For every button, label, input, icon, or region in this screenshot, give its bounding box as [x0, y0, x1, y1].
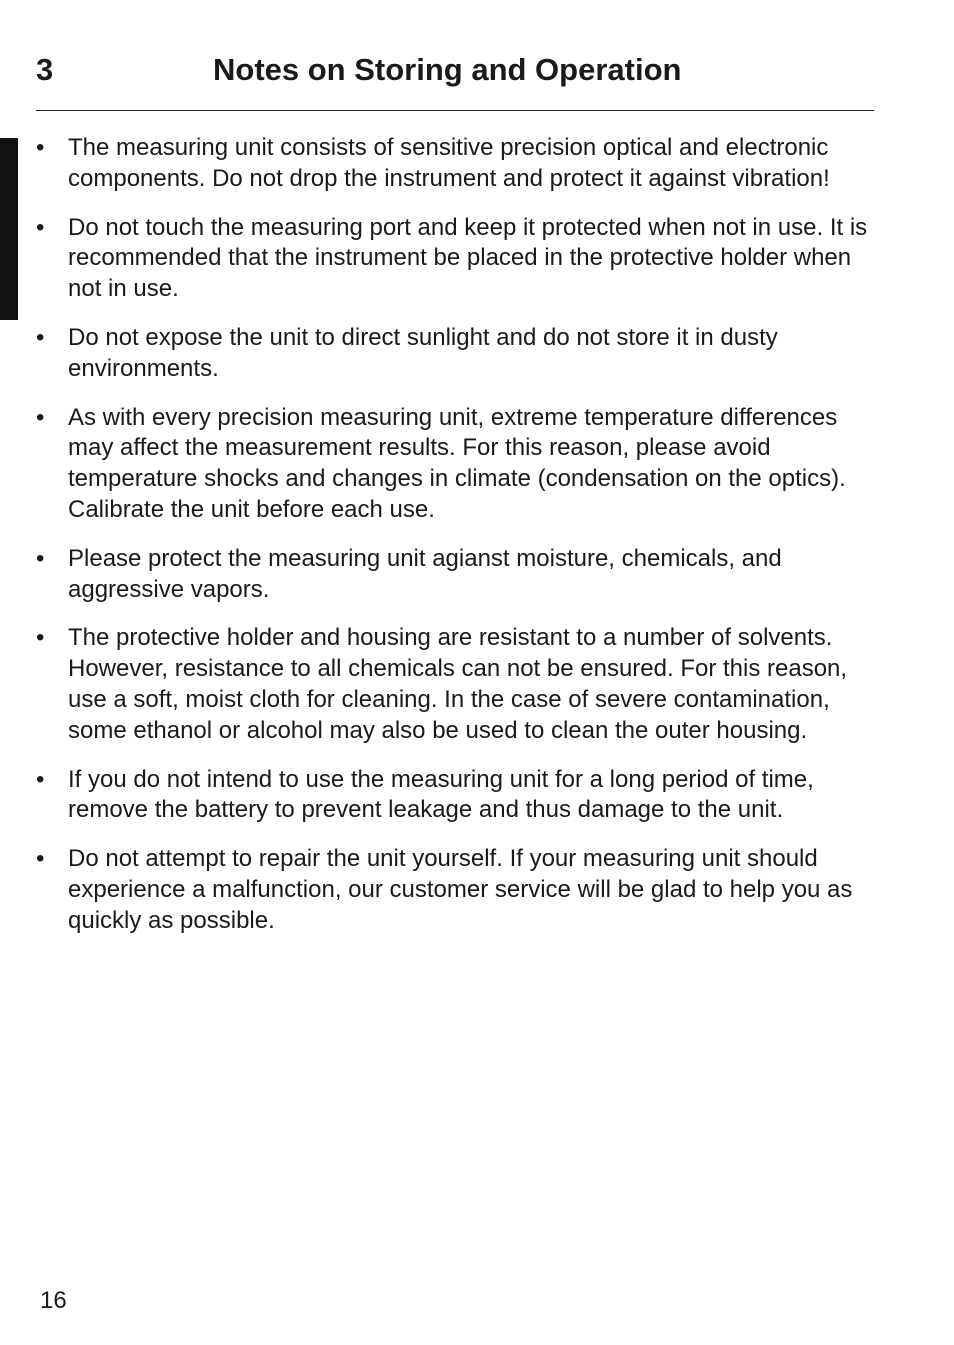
note-text: Do not expose the unit to direct sunlight and do not store it in dusty environments. — [68, 323, 778, 382]
list-item — [36, 213, 886, 305]
bullet-icon: • — [36, 323, 45, 351]
list-item — [36, 403, 886, 526]
chapter-number: 3 — [36, 52, 54, 87]
bullet-icon: • — [36, 624, 45, 652]
note-text: Please protect the measuring unit agianst moisture, chemicals, and aggressive vapors. — [68, 544, 782, 603]
bullet-icon: • — [36, 765, 45, 793]
bullet-icon: • — [36, 845, 45, 873]
chapter-title: Notes on Storing and Operation — [213, 52, 682, 87]
note-text: Do not touch the measuring port and keep it protected when not in use. It is recommended that the instrument be placed in the protective holder when not in use. — [68, 213, 868, 303]
bullet-icon: • — [36, 213, 45, 241]
chapter-header — [36, 48, 874, 111]
list-item — [36, 844, 886, 936]
note-text: The protective holder and housing are resistant to a number of solvents. However, resistance to all chemicals can not be ensured. For this reason, use a soft, moist cloth for cleaning. In the case of severe contamination, some ethanol or alcohol may also be used to clean the outer housing. — [68, 624, 848, 744]
list-item — [36, 544, 886, 606]
note-text: If you do not intend to use the measuring unit for a long period of time, remove the battery to prevent leakage and thus damage to the unit. — [68, 765, 814, 824]
chapter-side-tab — [0, 138, 18, 320]
note-text: Do not attempt to repair the unit yourself. If your measuring unit should experience a malfunction, our customer service will be glad to help you as quickly as possible. — [68, 845, 853, 934]
list-item — [36, 323, 886, 385]
list-item — [36, 133, 886, 195]
note-text: As with every precision measuring unit, extreme temperature differences may affect the measurement results. For this reason, please avoid temperature shocks and changes in climate (condensation on the optics). Calibrate the unit before each use. — [68, 403, 846, 523]
bullet-icon: • — [36, 544, 45, 572]
list-item — [36, 623, 886, 746]
bullet-icon: • — [36, 134, 45, 161]
notes-list — [36, 133, 886, 955]
page-number: 16 — [40, 1287, 67, 1314]
note-text: The measuring unit consists of sensitive precision optical and electronic components. Do not drop the instrument and protect it against vibration! — [68, 134, 830, 192]
bullet-icon: • — [36, 403, 45, 431]
list-item — [36, 765, 886, 827]
